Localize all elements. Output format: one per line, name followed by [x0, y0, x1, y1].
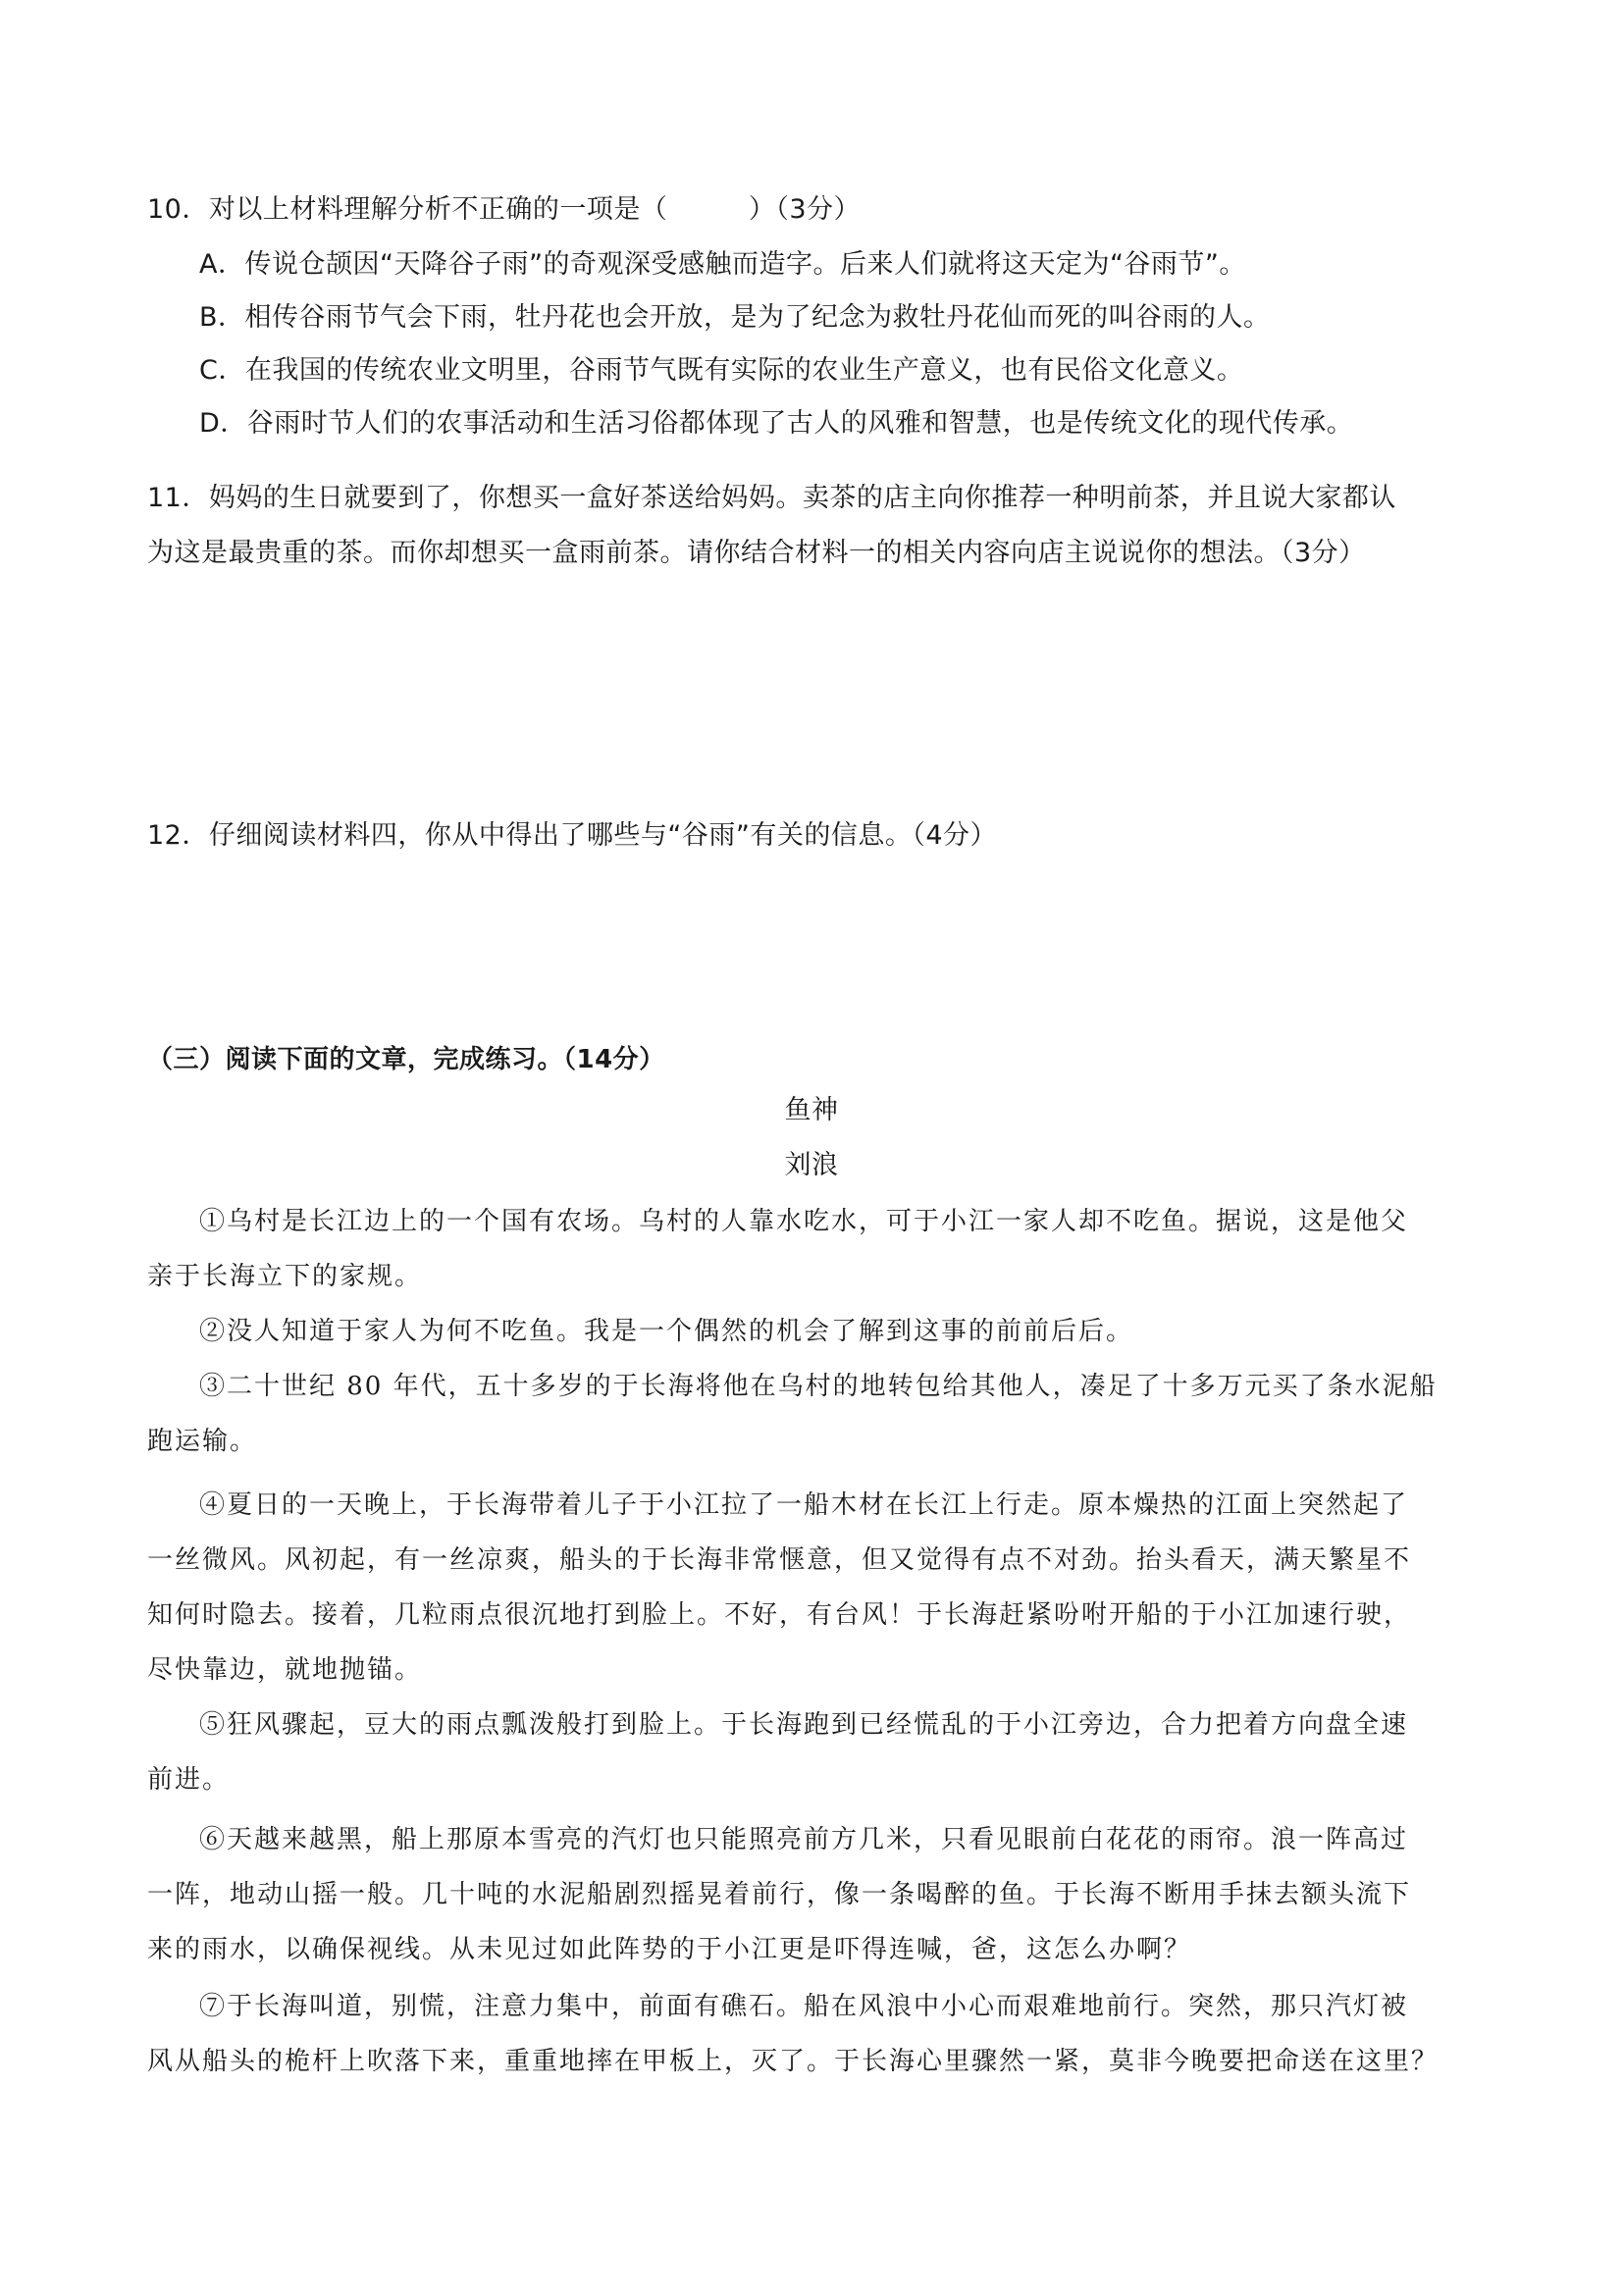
paragraph-line: ⑦于长海叫道，别慌，注意力集中，前面有礁石。船在风浪中小心而艰难地前行。突然，那只汽灯被: [199, 1992, 1409, 2021]
paragraph-line: 知何时隐去。接着，几粒雨点很沉地打到脸上。不好，有台风！于长海赶紧吩咐开船的于小江加速行驶，: [147, 1600, 1412, 1630]
article-title: 鱼神: [784, 1095, 839, 1125]
option-a: A．传说仓颉因“天降谷子雨”的奇观深受感触而造字。后来人们就将这天定为“谷雨节”。: [199, 249, 1246, 280]
section-heading: （三）阅读下面的文章，完成练习。（14分）: [147, 1045, 665, 1074]
paragraph-line: 一丝微风。风初起，有一丝凉爽，船头的于长海非常惬意，但又觉得有点不对劲。抬头看天，满天繁星不: [147, 1545, 1412, 1575]
option-c: C．在我国的传统农业文明里，谷雨节气既有实际的农业生产意义，也有民俗文化意义。: [199, 355, 1244, 386]
paragraph-line: ⑤狂风骤起，豆大的雨点瓢泼般打到脸上。于长海跑到已经慌乱的于小江旁边，合力把着方向盘全速: [199, 1710, 1409, 1740]
article-author: 刘浪: [784, 1150, 839, 1180]
paragraph-line: 尽快靠边，就地抛锚。: [147, 1655, 423, 1685]
paragraph-line: 一阵，地动山摇一般。几十吨的水泥船剧烈摇晃着前行，像一条喝醉的鱼。于长海不断用手抹去额头流下: [147, 1880, 1412, 1909]
paragraph-line: 跑运输。: [147, 1427, 258, 1456]
paragraph-line: ②没人知道于家人为何不吃鱼。我是一个偶然的机会了解到这事的前前后后。: [199, 1317, 1134, 1346]
paragraph-line: ①乌村是长江边上的一个国有农场。乌村的人靠水吃水，可于小江一家人却不吃鱼。据说，这是他父: [199, 1207, 1409, 1236]
paragraph-line: 风从船头的桅杆上吹落下来，重重地摔在甲板上，灭了。于长海心里骤然一紧，莫非今晚要把命送在这里？: [147, 2047, 1440, 2076]
question-10-stem: 10．对以上材料理解分析不正确的一项是（ ）（3分）: [147, 194, 862, 225]
question-11-line: 11．妈妈的生日就要到了，你想买一盒好茶送给妈妈。卖茶的店主向你推荐一种明前茶，并且说大家都认: [147, 483, 1396, 513]
paragraph-line: 亲于长海立下的家规。: [147, 1262, 423, 1291]
option-d: D．谷雨时节人们的农事活动和生活习俗都体现了古人的风雅和智慧，也是传统文化的现代传承。: [199, 408, 1354, 439]
question-11-line: 为这是最贵重的茶。而你却想买一盒雨前茶。请你结合材料一的相关内容向店主说说你的想法。（3分）: [147, 538, 1366, 568]
paragraph-line: ⑥天越来越黑，船上那原本雪亮的汽灯也只能照亮前方几米，只看见眼前白花花的雨帘。浪一阵高过: [199, 1825, 1409, 1854]
paragraph-line: 来的雨水，以确保视线。从未见过如此阵势的于小江更是吓得连喊，爸，这怎么办啊？: [147, 1935, 1192, 1964]
option-b: B．相传谷雨节气会下雨，牡丹花也会开放，是为了纪念为救牡丹花仙而死的叫谷雨的人。: [199, 302, 1271, 333]
question-12-stem: 12．仔细阅读材料四，你从中得出了哪些与“谷雨”有关的信息。（4分）: [147, 820, 998, 851]
paragraph-line: ③二十世纪 80 年代，五十多岁的于长海将他在乌村的地转包给其他人，凑足了十多万元买了条水泥船: [199, 1372, 1438, 1401]
paragraph-line: 前进。: [147, 1765, 231, 1795]
paragraph-line: ④夏日的一天晚上，于长海带着儿子于小江拉了一船木材在长江上行走。原本燥热的江面上突然起了: [199, 1490, 1409, 1520]
